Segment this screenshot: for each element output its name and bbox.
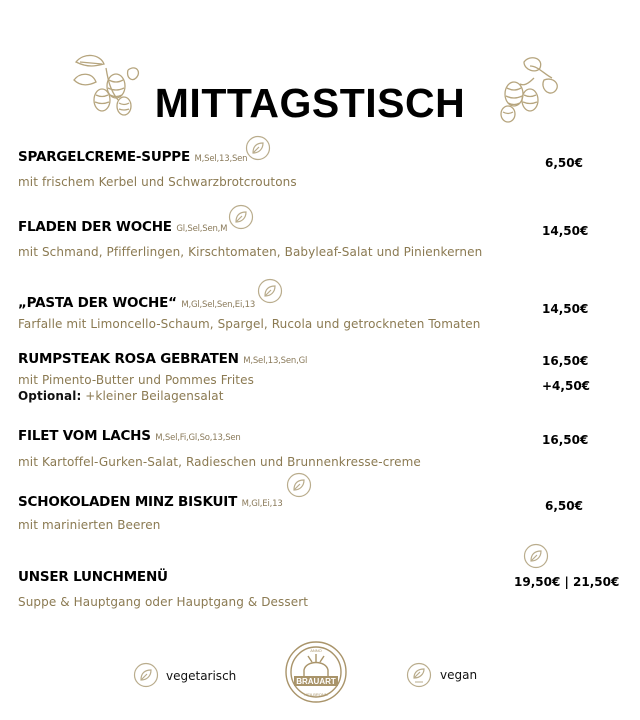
svg-text:HEILBRONN: HEILBRONN: [304, 692, 328, 697]
page-title: MITTAGSTISCH: [154, 80, 466, 126]
brauart-logo: [284, 640, 348, 704]
dish-description: mit Schmand, Pfifferlingen, Kirschtomaten, Babyleaf-Salat und Pinienkernen: [18, 245, 483, 259]
dish-allergens: M,Gl,Sel,Sen,Ei,13: [181, 300, 256, 310]
vegetarian-legend-icon: [133, 662, 159, 688]
vegetarian-leaf-icon: [523, 543, 549, 569]
dish-name: FILET VOM LACHS M,Sel,Fi,Gl,So,13,Sen: [18, 428, 241, 444]
optional-label: Optional:: [18, 389, 82, 403]
dish-price: 19,50€ | 21,50€: [514, 575, 620, 589]
dish-description: mit Kartoffel-Gurken-Salat, Radieschen und Brunnenkresse-creme: [18, 455, 421, 469]
vegetarian-leaf-icon: [257, 278, 283, 304]
dish-description: mit frischem Kerbel und Schwarzbrotcroutons: [18, 175, 297, 189]
optional-text: +kleiner Beilagensalat: [85, 389, 224, 403]
legend-vegetarian: vegetarisch: [166, 669, 237, 683]
dish-name: UNSER LUNCHMENÜ: [18, 569, 168, 585]
dish-name: FLADEN DER WOCHE Gl,Sel,Sen,M: [18, 219, 228, 235]
vegetarian-leaf-icon: [228, 204, 254, 230]
dish-price: 14,50€: [542, 224, 589, 238]
svg-text:ANNO: ANNO: [310, 648, 322, 653]
dish-description: Suppe & Hauptgang oder Hauptgang & Dessert: [18, 595, 309, 609]
svg-text:BRAUART: BRAUART: [296, 677, 336, 686]
dish-name: „PASTA DER WOCHE“ M,Gl,Sel,Sen,Ei,13: [18, 295, 256, 311]
dish-name: SCHOKOLADEN MINZ BISKUIT M,Gl,Ei,13: [18, 494, 283, 510]
dish-price: 16,50€: [542, 433, 589, 447]
dish-description: mit Pimento-Butter und Pommes Frites: [18, 373, 254, 387]
dish-allergens: M,Gl,Ei,13: [241, 499, 283, 509]
dish-description: Farfalle mit Limoncello-Schaum, Spargel, Rucola und getrockneten Tomaten: [18, 317, 481, 331]
dish-price: 6,50€: [545, 499, 583, 513]
legend-vegan: vegan: [440, 668, 478, 682]
dish-name: SPARGELCREME-SUPPE M,Sel,13,Sen: [18, 149, 248, 165]
dish-allergens: M,Sel,13,Sen: [194, 154, 248, 164]
dish-price: 14,50€: [542, 302, 589, 316]
dish-allergens: M,Sel,Fi,Gl,So,13,Sen: [155, 433, 241, 443]
dish-description: mit marinierten Beeren: [18, 518, 161, 532]
dish-allergens: Gl,Sel,Sen,M: [176, 224, 228, 234]
dish-name: RUMPSTEAK ROSA GEBRATEN M,Sel,13,Sen,Gl: [18, 351, 308, 367]
vegetarian-leaf-icon: [286, 472, 312, 498]
dish-allergens: M,Sel,13,Sen,Gl: [243, 356, 308, 366]
dish-price: 6,50€: [545, 156, 583, 170]
dish-optional-price: +4,50€: [542, 379, 591, 393]
vegan-legend-icon: [406, 662, 432, 688]
dish-optional: [18, 389, 224, 403]
vegetarian-leaf-icon: [245, 135, 271, 161]
dish-price: 16,50€: [542, 354, 589, 368]
